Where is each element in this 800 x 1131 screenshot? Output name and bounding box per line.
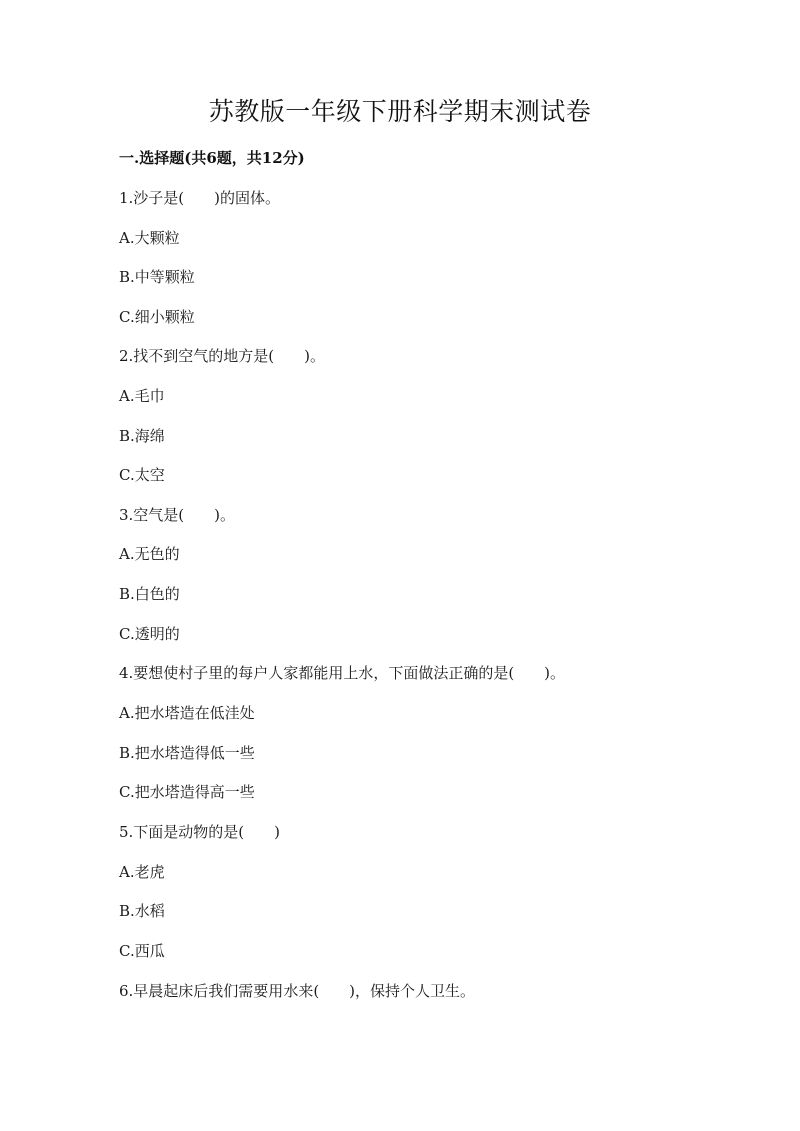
question-stem: 6.早晨起床后我们需要用水来( )，保持个人卫生。 (119, 982, 476, 1000)
answer-option: B.海绵 (119, 427, 165, 445)
page-title: 苏教版一年级下册科学期末测试卷 (208, 97, 592, 126)
answer-option: A.无色的 (119, 545, 180, 563)
question-stem: 1.沙子是( )的固体。 (119, 189, 281, 207)
question-stem: 2.找不到空气的地方是( )。 (119, 347, 326, 365)
answer-option: B.水稻 (119, 902, 165, 920)
section-heading: 一.选择题(共6题，共12分) (119, 149, 305, 167)
answer-option: A.把水塔造在低洼处 (119, 704, 255, 722)
answer-option: B.白色的 (119, 585, 180, 603)
answer-option: A.毛巾 (119, 387, 165, 405)
answer-option: C.细小颗粒 (119, 308, 195, 326)
answer-option: B.中等颗粒 (119, 268, 195, 286)
answer-option: C.太空 (119, 466, 165, 484)
answer-option: C.西瓜 (119, 942, 165, 960)
question-stem: 3.空气是( )。 (119, 506, 236, 524)
answer-option: A.老虎 (119, 863, 165, 881)
question-stem: 4.要想使村子里的每户人家都能用上水，下面做法正确的是( )。 (119, 664, 566, 682)
answer-option: C.透明的 (119, 625, 180, 643)
answer-option: B.把水塔造得低一些 (119, 744, 255, 762)
answer-option: A.大颗粒 (119, 229, 180, 247)
question-stem: 5.下面是动物的是( ) (119, 823, 281, 841)
answer-option: C.把水塔造得高一些 (119, 783, 255, 801)
